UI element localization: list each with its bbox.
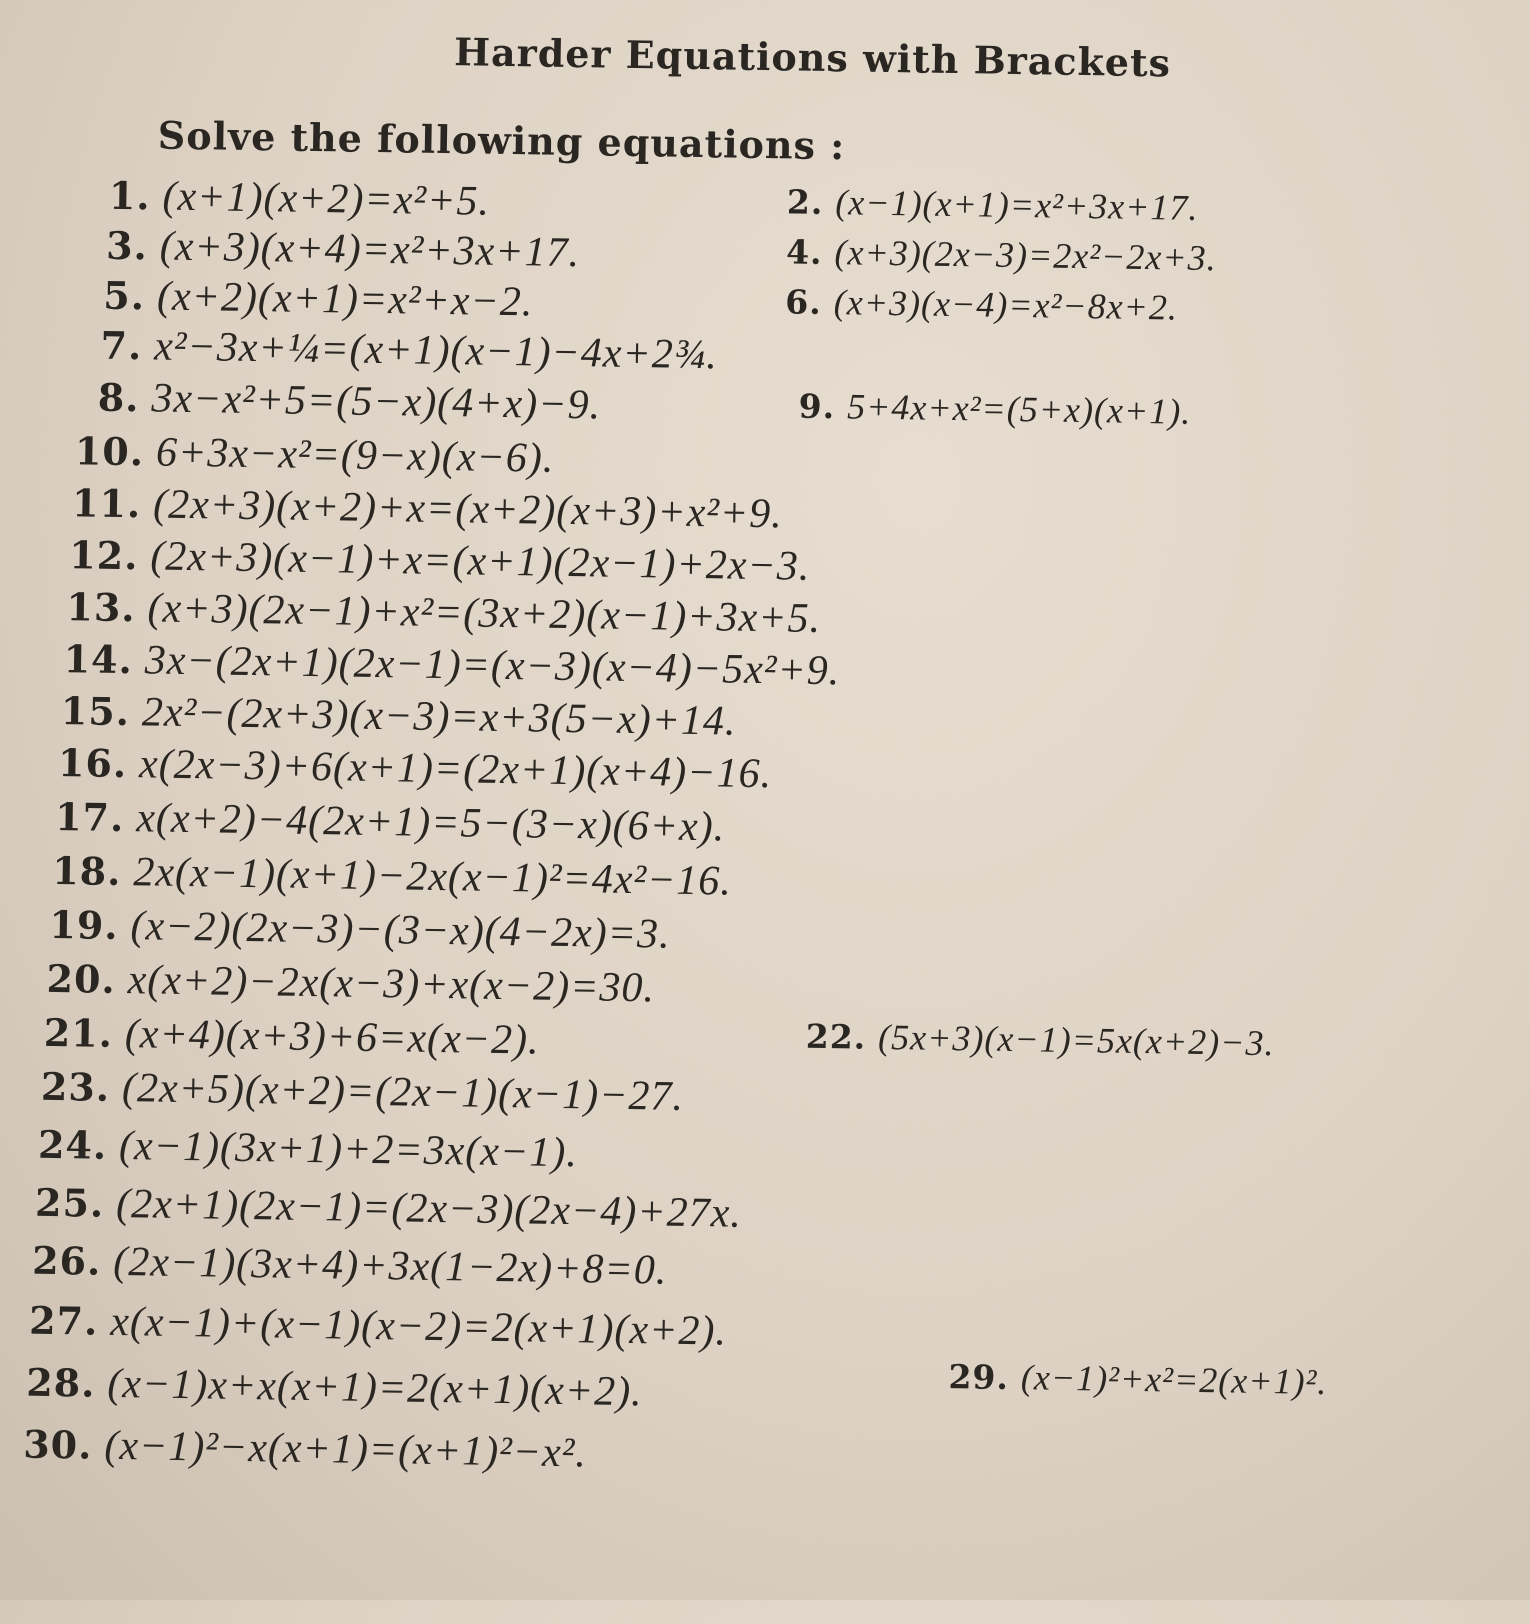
equation-22: [806, 1015, 1275, 1064]
equation-10: [75, 427, 555, 483]
equation-number: 26.: [31, 1237, 102, 1284]
equation-number: 24.: [37, 1121, 108, 1168]
equation-number: 22.: [805, 1016, 867, 1057]
equation-number: 17.: [54, 793, 125, 841]
equation-number: 28.: [25, 1359, 96, 1406]
equation-6: [785, 280, 1178, 328]
equation-18: [52, 847, 732, 906]
equation-text: (x+3)(x+4)=x²+3x+17.: [159, 223, 581, 277]
equation-text: (2x+1)(2x−1)=(2x−3)(2x−4)+27x.: [115, 1180, 743, 1237]
equation-text: 3x−x²+5=(5−x)(4+x)−9.: [151, 375, 602, 429]
equation-text: (2x+3)(x+2)+x=(x+2)(x+3)+x²+9.: [152, 481, 784, 538]
equation-19: [49, 901, 671, 959]
equation-number: 19.: [49, 901, 119, 948]
instruction: Solve the following equations :: [157, 112, 846, 169]
equation-text: (x−1)x+x(x+1)=2(x+1)(x+2).: [107, 1360, 643, 1416]
equation-text: (x+4)(x+3)+6=x(x−2).: [124, 1011, 540, 1064]
equation-29: [948, 1355, 1327, 1403]
equation-23: [41, 1063, 685, 1121]
equation-text: x(x+2)−4(2x+1)=5−(3−x)(6+x).: [135, 795, 726, 851]
equation-text: x(x+2)−2x(x−3)+x(x−2)=30.: [127, 957, 656, 1012]
equation-text: 5+4x+x²=(5+x)(x+1).: [846, 386, 1192, 432]
equation-text: x(2x−3)+6(x+1)=(2x+1)(x+4)−16.: [138, 741, 773, 798]
equation-14: [63, 635, 840, 695]
equation-number: 4.: [785, 232, 823, 272]
equation-16: [58, 739, 773, 798]
equation-text: x(x−1)+(x−1)(x−2)=2(x+1)(x+2).: [110, 1298, 728, 1355]
equation-text: 2x²−(2x+3)(x−3)=x+3(5−x)+14.: [141, 689, 737, 745]
equation-number: 14.: [63, 636, 134, 683]
equation-27: [29, 1297, 727, 1356]
equation-13: [66, 583, 821, 643]
equation-17: [55, 793, 726, 852]
equation-9: [798, 385, 1191, 433]
equation-number: 2.: [786, 182, 824, 222]
equation-number: 15.: [60, 688, 131, 735]
equation-7: [100, 322, 718, 380]
equation-25: [35, 1179, 742, 1238]
equation-number: 8.: [97, 374, 140, 421]
equation-text: (2x−1)(3x+4)+3x(1−2x)+8=0.: [112, 1238, 668, 1294]
equation-3: [106, 222, 581, 277]
equation-number: 30.: [22, 1421, 93, 1468]
equation-text: (x−1)(x+1)=x²+3x+17.: [835, 182, 1199, 228]
equation-number: 10.: [74, 428, 145, 475]
equation-number: 1.: [108, 172, 151, 219]
equation-number: 21.: [43, 1009, 114, 1056]
equation-12: [69, 531, 811, 591]
equation-number: 11.: [71, 480, 142, 527]
equation-number: 18.: [51, 847, 122, 895]
equation-30: [23, 1421, 587, 1478]
equation-text: x²−3x+¼=(x+1)(x−1)−4x+2¾.: [153, 323, 719, 379]
equation-11: [72, 479, 783, 538]
equation-number: 29.: [948, 1357, 1010, 1398]
equation-number: 6.: [785, 282, 823, 322]
equation-number: 20.: [46, 955, 117, 1002]
equation-text: (x−1)²+x²=2(x+1)².: [1020, 1357, 1328, 1403]
equation-text: (x−1)(3x+1)+2=3x(x−1).: [118, 1123, 579, 1177]
equation-number: 25.: [34, 1179, 105, 1226]
equation-text: (x+1)(x+2)=x²+5.: [162, 173, 491, 225]
equation-number: 27.: [28, 1297, 99, 1344]
equation-text: (5x+3)(x−1)=5x(x+2)−3.: [877, 1016, 1275, 1064]
equation-text: 3x−(2x+1)(2x−1)=(x−3)(x−4)−5x²+9.: [144, 637, 841, 695]
equation-2: [787, 180, 1199, 228]
equation-text: (2x+5)(x+2)=(2x−1)(x−1)−27.: [121, 1065, 685, 1120]
equation-text: (x+3)(2x−3)=2x²−2x+3.: [834, 232, 1217, 279]
equation-4: [786, 230, 1217, 279]
equation-28: [26, 1359, 643, 1417]
equation-text: (x+2)(x+1)=x²+x−2.: [156, 273, 534, 326]
equation-number: 16.: [57, 740, 128, 787]
equation-text: (x+3)(x−4)=x²−8x+2.: [833, 282, 1179, 328]
equation-number: 7.: [100, 322, 143, 369]
equation-15: [60, 687, 736, 746]
equation-20: [46, 955, 655, 1013]
equation-24: [38, 1121, 579, 1177]
equation-number: 5.: [103, 272, 146, 319]
equation-text: 2x(x−1)(x+1)−2x(x−1)²=4x²−16.: [133, 849, 733, 905]
equation-number: 23.: [40, 1063, 111, 1110]
equation-8: [97, 374, 601, 430]
equation-26: [32, 1237, 668, 1295]
equation-1: [109, 172, 491, 226]
equation-text: (x−1)²−x(x+1)=(x+1)²−x².: [104, 1422, 588, 1477]
equation-21: [43, 1009, 540, 1065]
equation-text: 6+3x−x²=(9−x)(x−6).: [155, 429, 555, 482]
equation-number: 13.: [66, 584, 136, 631]
equation-number: 12.: [68, 532, 139, 579]
equation-5: [103, 272, 534, 327]
page-title: Harder Equations with Brackets: [453, 29, 1172, 86]
equation-text: (2x+3)(x−1)+x=(x+1)(2x−1)+2x−3.: [150, 533, 811, 590]
equation-number: 9.: [798, 386, 836, 427]
equation-number: 3.: [105, 222, 149, 269]
equation-text: (x−2)(2x−3)−(3−x)(4−2x)=3.: [130, 903, 671, 958]
equation-text: (x+3)(2x−1)+x²=(3x+2)(x−1)+3x+5.: [147, 585, 822, 642]
